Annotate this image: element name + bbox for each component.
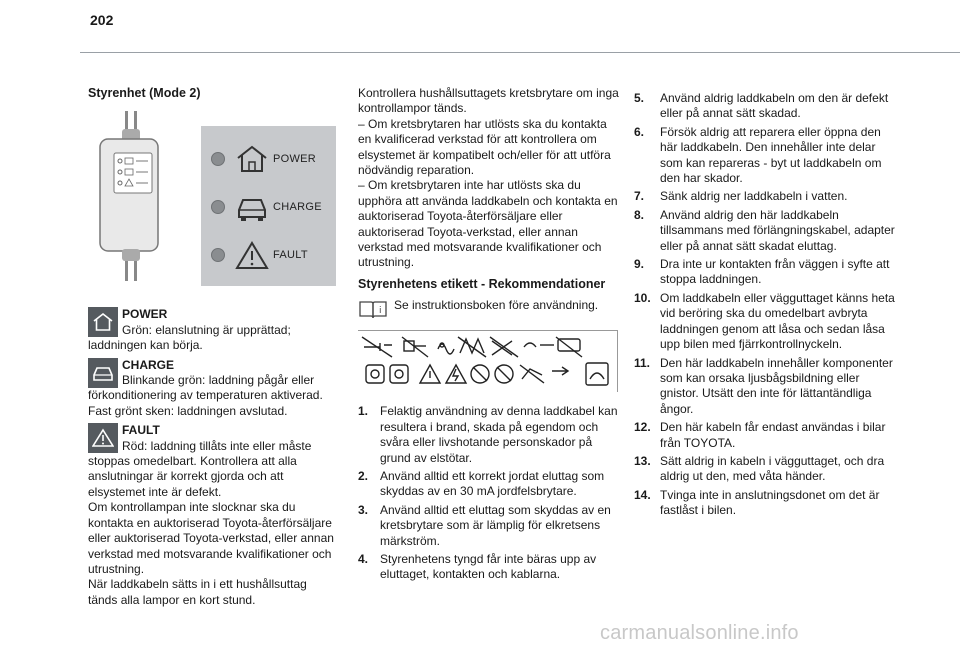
status-power	[88, 307, 338, 353]
watermark: carmanualsonline.info	[600, 622, 799, 644]
warning-triangle-icon	[235, 240, 269, 270]
column-middle	[358, 86, 620, 586]
warning-triangle-icon	[88, 423, 118, 453]
list-item: 10. Om laddkabeln eller vägguttaget känns heta vid beröring ska du omedelbart avbryta laddningen genom att låsa och sedan låsa upp bilen med fjärrkontrollnyckeln.	[634, 290, 895, 352]
list-item: 5. Använd aldrig laddkabeln om den är defekt eller på annat sätt skadad.	[634, 91, 889, 121]
status-title-power: POWER	[122, 307, 168, 322]
manual-book-icon	[358, 298, 388, 320]
car-icon	[88, 358, 118, 388]
control-unit-device	[98, 111, 160, 281]
label-symbols	[358, 331, 618, 393]
column-left	[88, 86, 338, 608]
column-right	[634, 91, 896, 522]
list-item: 6. Försök aldrig att reparera eller öppna den här laddkabeln. Den innehåller inte delar som kan repareras - byt ut laddkabeln om den har skador.	[634, 124, 882, 186]
fault-lamp	[211, 248, 225, 262]
list-item: 14. Tvinga inte in anslutningsdonet om det är fastlåst i bilen.	[634, 487, 880, 518]
instruction-text: Se instruktionsboken före användning.	[394, 298, 599, 313]
fault-paragraph-2: Om kontrollampan inte slocknar ska du kontakta en auktoriserad Toyota-återförsäljare eller auktoriserad Toyota-verkstad, eller annan verkstad med motsvarande kvalifikationer och utrustning.	[88, 500, 334, 576]
list-item: 7. Sänk aldrig ner laddkabeln i vatten.	[634, 189, 848, 204]
control-unit-figure	[88, 111, 338, 281]
panel-row-charge	[211, 192, 322, 222]
panel-row-power	[211, 144, 316, 174]
panel-row-fault	[211, 240, 308, 270]
panel-label-charge: CHARGE	[273, 200, 322, 213]
power-lamp	[211, 152, 225, 166]
dash-paragraph-1: – Om kretsbrytaren har utlösts ska du kontakta en kvalificerad verkstad för att kontrollera om elsystemet är kompatibelt och/eller för att utföra nödvändig reparation.	[358, 116, 611, 178]
status-text-power: Grön: elanslutning är upprättad; laddningen kan börja.	[88, 322, 291, 353]
svg-text:i: i	[379, 306, 382, 317]
list-item: 13. Sätt aldrig in kabeln i vägguttaget, och dra aldrig ut den, med våta händer.	[634, 453, 885, 484]
label-symbols-box	[358, 330, 618, 392]
car-icon	[235, 192, 269, 222]
status-title-fault: FAULT	[122, 423, 160, 438]
list-item: 12. Den här kabeln får endast användas i bilar från TOYOTA.	[634, 420, 886, 450]
panel-label-fault: FAULT	[273, 248, 308, 261]
status-text-fault: Röd: laddning tillåts inte eller måste stoppas omedelbart. Kontrollera att alla anslutningar är korrekt gjorda och att elsystemet inte är defekt.	[88, 438, 312, 499]
list-item: 2. Använd alltid ett korrekt jordat eluttag som skyddas av en 30 mA jordfelsbrytare.	[358, 468, 605, 499]
panel-label-power: POWER	[273, 152, 317, 165]
list-item: 11. Den här laddkabeln innehåller komponenter som kan orsaka ljusbågsbildning eller gnistor. Utsätt den inte för lättantändliga ångor.	[634, 355, 893, 416]
list-item: 1. Felaktig användning av denna laddkabel kan resultera i brand, skada på egendom och svåra eller livshotande personskador på grund av elstötar.	[358, 404, 618, 465]
house-icon	[235, 144, 269, 174]
intro-paragraph: Kontrollera hushållsuttagets kretsbrytare om inga kontrollampor tänds.	[358, 86, 619, 116]
status-fault	[88, 423, 338, 608]
header-rule	[80, 52, 960, 53]
section-heading: Styrenhet (Mode 2)	[88, 86, 201, 100]
status-title-charge: CHARGE	[122, 357, 175, 372]
list-item: 4. Styrenhetens tyngd får inte bäras upp av eluttaget, kontakten och kablarna.	[358, 551, 597, 582]
indicator-panel	[201, 126, 336, 286]
status-charge	[88, 358, 338, 420]
charge-lamp	[211, 200, 225, 214]
page-number: 202	[90, 12, 114, 28]
instruction-row	[358, 298, 620, 320]
list-item: 3. Använd alltid ett eluttag som skyddas av en kretsbrytare som är lämplig för elkretsens märkström.	[358, 502, 611, 548]
label-heading: Styrenhetens etikett - Rekommendationer	[358, 276, 606, 291]
fault-paragraph-3: När laddkabeln sätts in i ett hushållsuttag tänds alla lampor en kort stund.	[88, 577, 307, 607]
dash-paragraph-2: – Om kretsbrytaren inte har utlösts ska du upphöra att använda laddkabeln och kontakta en auktoriserad Toyota-återförsäljare eller auktoriserad Toyota-verkstad, eller annan verkstad med motsvarande kvalifikationer och utrustning.	[358, 178, 618, 270]
status-text-charge: Blinkande grön: laddning pågår eller förkonditionering av temperaturen aktiverad. Fast grönt sken: laddningen avslutad.	[88, 373, 323, 418]
list-item: 9. Dra inte ur kontakten från väggen i syfte att stoppa laddningen.	[634, 257, 890, 287]
list-item: 8. Använd aldrig den här laddkabeln tillsammans med förlängningskabel, adapter eller på annat sätt skadat eluttag.	[634, 207, 895, 253]
house-icon	[88, 307, 118, 337]
